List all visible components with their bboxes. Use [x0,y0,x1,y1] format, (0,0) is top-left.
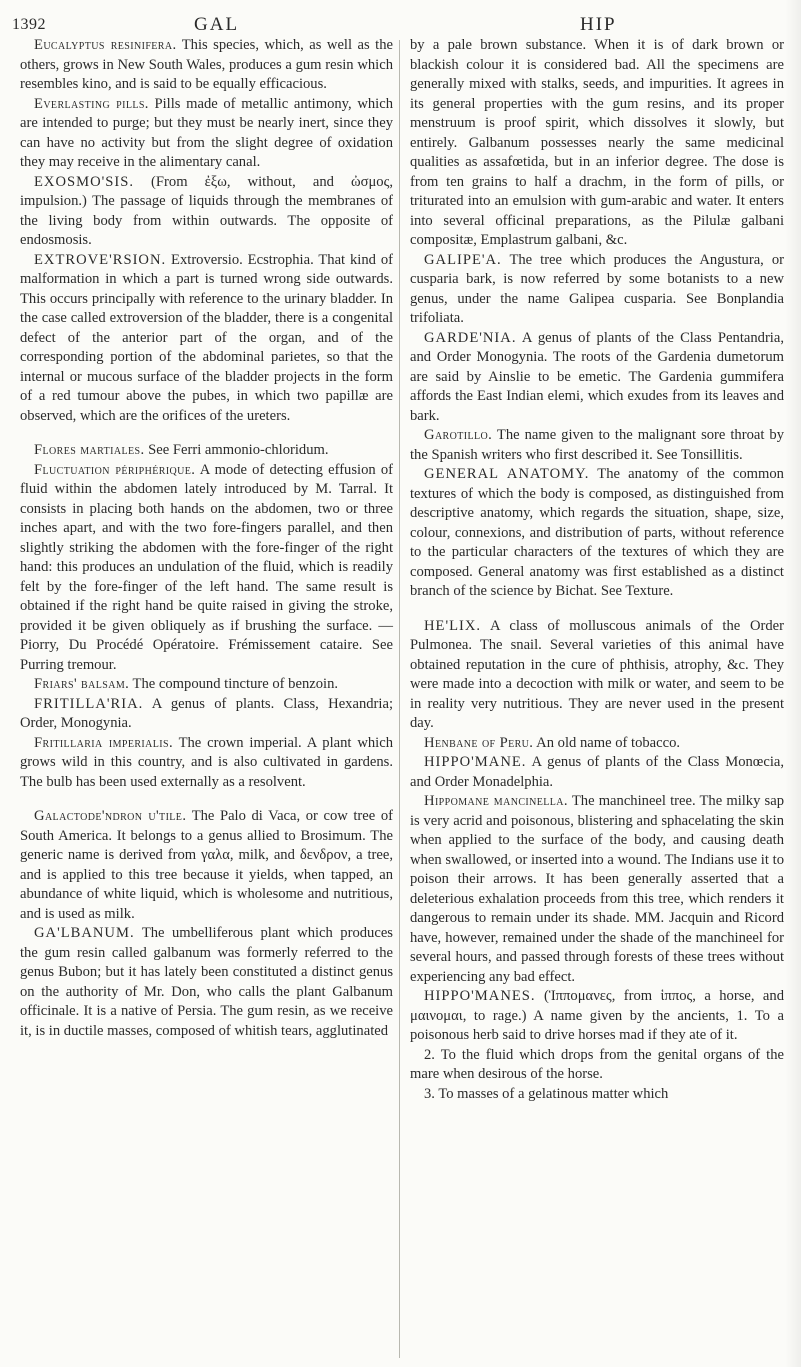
entry-text: The manchineel tree. The milky sap is very acrid and poisonous, blistering and sphacelating the skin when applied to the surface of the body, and causing death when swallowed, or inserted into a wound. The Indians use it to poison their arrows. It has been generally asserted that a deleterious exhalation proceeds from this tree, which renders it dangerous to remain under its shade. MM. Jacquin and Ricord have, however, remained under the shade of the manchineel for several hours, and passed through forests of these trees without experiencing any bad effect. [410,793,784,985]
entry-text: (Ἱππομανες, from ἱππος, a horse, and μαινομαι, to rage.) A name given by the ancients, 1. To a poisonous herb said to drive horses mad if they ate of it. [410,988,784,1043]
dictionary-entry [410,465,784,602]
dictionary-entry [20,695,393,734]
entry-text: The umbelliferous plant which produces the gum resin called galbanum was formerly referred to the genus Bubon; but it has lately been constituted a distinct genus on the authority of Mr. Don, who calls the plant Galbanum officinale. It is a native of Persia. The gum resin, as we receive it, is in ductile masses, composed of whitish tears, agglutinated [20,925,393,1039]
entry-gap [20,426,393,441]
page-edge-shadow [785,0,801,1367]
dictionary-entry [20,675,393,695]
entry-headword: Everlasting pills. [34,95,149,112]
entry-text: This species, which, as well as the others, grows in New South Wales, produces a gum resin which resembles kino, and is said to be equally efficacious. [20,37,393,92]
entry-headword: Henbane of Peru. [424,734,534,751]
entry-text: A genus of plants of the Class Pentandria, and Order Monogynia. The roots of the Gardenia dumetorum are said by Ainslie to be emetic. The Gardenia gummifera affords the East Indian elemi, which exudes from its leaves and bark. [410,329,784,424]
entry-text: The anatomy of the common textures of which the body is composed, as distinguished from descriptive anatomy, which regards the situation, shape, size, colour, connexions, and distribution of parts, without reference to the particular characters of the textures of which they are composed. General anatomy was first established as a distinct branch of the science by Bichat. See Texture. [410,466,784,599]
entry-headword: Eucalyptus resinifera. [34,37,177,53]
entry-headword: Hippomane mancinella. [424,793,568,809]
dictionary-entry [410,734,784,754]
dictionary-entry [410,753,784,792]
entry-text: An old name of tobacco. [533,734,681,751]
entry-headword: GARDE'NIA. [424,329,517,346]
dictionary-entry [20,807,393,924]
entry-text: (From ἐξω, without, and ὠσμος, impulsion.) The passage of liquids through the membranes of the living body from within outwards. The opposite of endosmosis. [20,173,393,248]
running-head-left: GAL [194,14,240,35]
entry-headword: HE'LIX. [424,617,482,634]
entry-text: The Palo di Vaca, or cow tree of South America. It belongs to a genus allied to Brosimum. The generic name is derived from γαλα, milk, and δενδρον, a tree, and is applied to this tree because it yields, when tapped, an abundance of white liquid, which is wholesome and nutritious, and is used as milk. [20,808,393,922]
entry-headword: Galactode'ndron u'tile. [34,808,187,824]
entry-headword: Friars' balsam. [34,676,130,692]
entry-text: The tree which produces the Angustura, or cusparia bark, is now referred by some botanists to a new genus, under the name Galipea cusparia. See Bonplandia trifoliata. [410,251,784,326]
dictionary-entry [20,734,393,793]
page-number: 1392 [12,16,46,33]
entry-headword: FRITILLA'RIA. [34,695,144,712]
dictionary-entry [410,36,784,251]
dictionary-entry [410,251,784,329]
entry-text: The compound tincture of benzoin. [129,676,339,692]
column-divider [399,40,400,1358]
dictionary-entry [20,251,393,427]
entry-headword: EXTROVE'RSION. [34,251,167,268]
dictionary-entry [410,792,784,987]
page-header [0,8,801,34]
entry-gap [20,792,393,807]
entry-text: A class of molluscous animals of the Order Pulmonea. The snail. Several varieties of this animal have obtained reputation in the cure of phthisis, atrophy, &c. They were made into a decoction with milk or water, and seem to be in reality very nutritious. They are never used in the present day. [410,617,784,731]
entry-headword: Flores martiales. [34,442,145,458]
dictionary-entry [20,924,393,1041]
entry-text: Pills made of metallic antimony, which are intended to purge; but they must be nearly inert, since they can have no activity but from the slight degree of oxidation they may receive in the alimentary canal. [20,95,393,170]
running-head-right: HIP [580,14,617,35]
dictionary-entry [20,36,393,95]
left-column [20,36,393,1041]
dictionary-entry [20,95,393,173]
entry-text: by a pale brown substance. When it is of dark brown or blackish colour it is considered bad. All the specimens are generally mixed with stalks, seeds, and impurities. It agrees in its general properties with the gum resins, and its proper menstruum is proof spirit, which dissolves it slowly, but entirely. Galbanum possesses nearly the same medicinal qualities as assafœtida, but in an inferior degree. The dose is from ten grains to half a drachm, in the form of pills, or triturated into an emulsion with gum-arabic and water. It enters into several officinal preparations, as the Pilulæ galbani compositæ, Emplastrum galbani, &c. [410,37,784,248]
dictionary-entry [410,1046,784,1085]
entry-text: 2. To the fluid which drops from the genital organs of the mare when desirous of the horse. [410,1046,784,1082]
entry-headword: GALIPE'A. [424,251,502,268]
entry-gap [410,602,784,617]
entry-text: A mode of detecting effusion of fluid within the abdomen lately introduced by M. Tarral. It consists in placing both hands on the abdomen, two or three inches apart, and with the two fore-fingers parallel, and then slightly striking the abdomen with the fore-finger of the right hand: this produces an undulation of the fluid, which is readily felt by the fore-finger of the left hand. The same result is obtained if the right hand be quite raised in giving the stroke, provided it be given obliquely as if brushing the surface. — Piorry, Du Procédé Opératoire. Frémissement cataire. See Purring tremour. [20,461,393,673]
entry-text: A genus of plants. Class, Hexandria; Order, Monogynia. [20,695,393,731]
entry-headword: GA'LBANUM. [34,925,135,941]
entry-headword: HIPPO'MANE. [424,754,527,770]
entry-text: 3. To masses of a gelatinous matter which [424,1085,669,1102]
entry-headword: HIPPO'MANES. [424,988,536,1004]
entry-text: Extroversio. Ecstrophia. That kind of malformation in which a part is turned wrong side outwards. This occurs principally with reference to the urinary bladder. In the case called extroversion of the bladder, there is a congenital defect of the anterior part of the organ, and of the corresponding portion of the abdominal parietes, so that the internal or mucous surface of the bladder projects in the form of a red tumour above the pubes, in which two papillæ are observed, which are the orifices of the ureters. [20,251,393,424]
dictionary-entry [410,329,784,427]
entry-headword: Fluctuation périphérique. [34,461,196,478]
dictionary-entry [410,426,784,465]
entry-text: A genus of plants of the Class Monœcia, and Order Monadelphia. [410,754,784,790]
entry-text: The crown imperial. A plant which grows wild in this country, and is also cultivated in gardens. The bulb has been used externally as a resolvent. [20,734,393,790]
dictionary-entry [20,173,393,251]
dictionary-entry [410,987,784,1046]
dictionary-entry [20,461,393,676]
entry-text: See Ferri ammonio-chloridum. [144,442,329,458]
right-column [410,36,784,1104]
dictionary-entry [410,1085,784,1105]
entry-headword: Fritillaria imperialis. [34,734,174,751]
dictionary-entry [410,617,784,734]
entry-headword: Garotillo. [424,427,493,443]
entry-text: The name given to the malignant sore throat by the Spanish writers who first described it. See Tonsillitis. [410,427,784,463]
entry-headword: EXOSMO'SIS. [34,173,134,190]
dictionary-entry [20,441,393,461]
entry-headword: GENERAL ANATOMY. [424,466,590,482]
